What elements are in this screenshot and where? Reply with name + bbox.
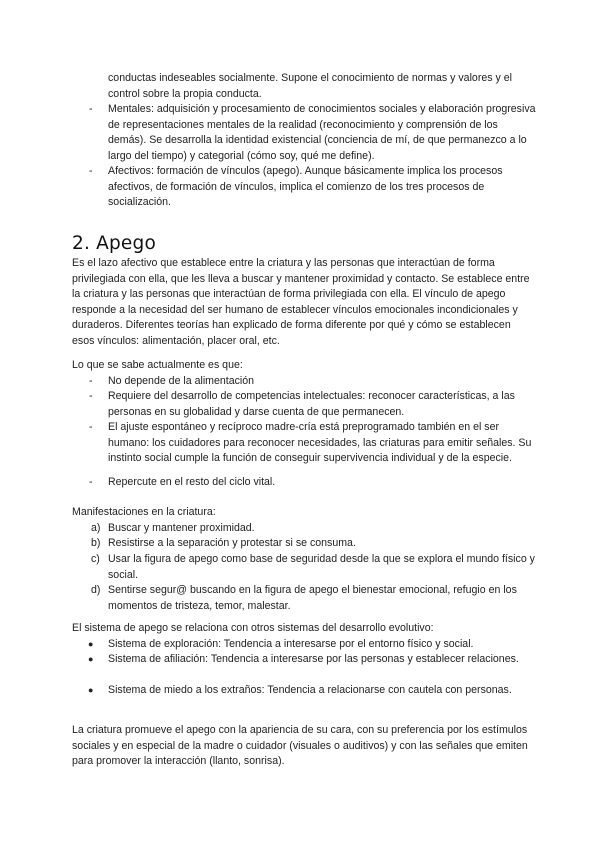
bullet-icon: ● bbox=[88, 654, 94, 664]
list-item-text: Afectivos: formación de vínculos (apego). Aunque básicamente implica los procesos afectivos, de formación de vínculos, implica el comienzo de los tres procesos de socialización. bbox=[108, 165, 503, 209]
list-item-text: Repercute en el resto del ciclo vital. bbox=[108, 476, 276, 488]
list-item-text: Sistema de afiliación: Tendencia a interesarse por las personas y establecer relaciones. bbox=[108, 653, 519, 665]
list-dash: - bbox=[89, 421, 93, 433]
closing-paragraph: La criatura promueve el apego con la apariencia de su cara, con su preferencia por los estímulos sociales y en especial de la madre o cuidador (visuales o auditivos) y con las señales que emiten para promover la interacción (llanto, sonrisa). bbox=[72, 724, 528, 768]
list-letter: b) bbox=[91, 537, 101, 549]
list-dash: - bbox=[89, 103, 93, 115]
list-item-text: Buscar y mantener proximidad. bbox=[108, 522, 255, 534]
list-dash: - bbox=[89, 375, 93, 387]
list-dash: - bbox=[89, 476, 93, 488]
known-intro: Lo que se sabe actualmente es que: bbox=[72, 359, 243, 371]
list-item-text: Sistema de exploración: Tendencia a interesarse por el entorno físico y social. bbox=[108, 638, 474, 650]
list-dash: - bbox=[89, 165, 93, 177]
list-item-text: conductas indeseables socialmente. Supone el conocimiento de normas y valores y el control sobre la propia conducta. bbox=[108, 72, 512, 100]
list-item-text: El ajuste espontáneo y recíproco madre-cría está preprogramado también en el ser humano: los cuidadores para reconocer necesidades, las criaturas para emitir señales. Su instinto social cumple la función de conseguir supervivencia individual y de la especie. bbox=[108, 421, 532, 465]
list-letter: a) bbox=[91, 522, 101, 534]
list-item-text: Sentirse segur@ buscando en la figura de apego el bienestar emocional, refugio en los momentos de tristeza, temor, malestar. bbox=[108, 584, 517, 612]
list-letter: c) bbox=[91, 553, 100, 565]
list-item-text: Mentales: adquisición y procesamiento de conocimientos sociales y elaboración progresiva de representaciones mentales de la realidad (reconocimiento y comprensión de los demás). Se desarrolla la identidad existencial (conciencia de mí, de que permanezco a lo largo del tiempo) y categorial (cómo soy, qué me define). bbox=[108, 103, 536, 162]
bullet-icon: ● bbox=[88, 639, 94, 649]
list-item-text: Sistema de miedo a los extraños: Tendencia a relacionarse con cautela con personas. bbox=[108, 684, 512, 696]
list-item-text: Requiere del desarrollo de competencias intelectuales: reconocer características, a las personas en su globalidad y darse cuenta de que permanecen. bbox=[108, 390, 515, 418]
list-item-text: Resistirse a la separación y protestar si se consuma. bbox=[108, 537, 356, 549]
section-heading: 2. Apego bbox=[72, 233, 156, 254]
list-item-text: No depende de la alimentación bbox=[108, 375, 255, 387]
list-letter: d) bbox=[91, 584, 101, 596]
list-item-text: Usar la figura de apego como base de seguridad desde la que se explora el mundo físico y social. bbox=[108, 553, 535, 581]
manifest-intro: Manifestaciones en la criatura: bbox=[72, 506, 216, 518]
definition-paragraph: Es el lazo afectivo que establece entre la criatura y las personas que interactúan de forma privilegiada con ella, que les lleva a buscar y mantener proximidad y contacto. Se establece entre la criatura y las personas que interactúan de forma privilegiada con ella. El vínculo de apego responde a la necesidad del ser humano de establecer vínculos emocionales incondicionales y duraderos. Diferentes teorías han explicado de forma diferente por qué y cómo se establecen esos vínculos: alimentación, placer oral, etc. bbox=[72, 257, 530, 347]
bullet-icon: ● bbox=[88, 685, 94, 695]
list-dash: - bbox=[89, 390, 93, 402]
systems-intro: El sistema de apego se relaciona con otros sistemas del desarrollo evolutivo: bbox=[72, 622, 434, 634]
